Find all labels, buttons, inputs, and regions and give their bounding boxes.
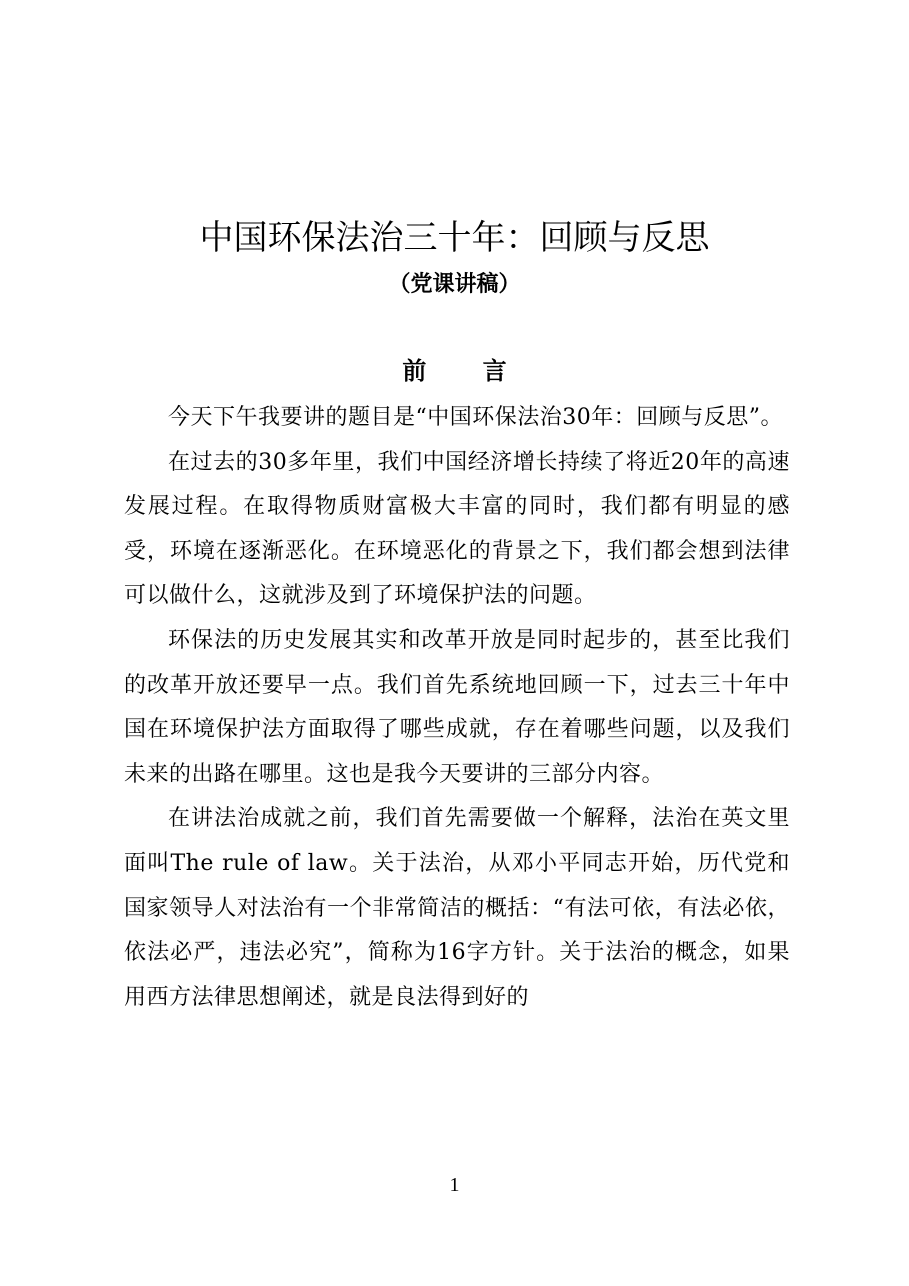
paragraph: 在过去的30多年里，我们中国经济增长持续了将近20年的高速发展过程。在取得物质财富极大丰富的同时，我们都有明显的感受，环境在逐渐恶化。在环境恶化的背景之下，我们都会想到法律可以做什么，这就涉及到了环境保护法的问题。 — [124, 449, 790, 609]
paragraph: 在讲法治成就之前，我们首先需要做一个解释，法治在英文里面叫The rule of law。关于法治，从邓小平同志开始，历代党和国家领导人对法治有一个非常简洁的概括：“有法可依，有法必依，依法必严，违法必究”，简称为16字方针。关于法治的概念，如果用西方法律思想阐述，就是良法得到好的 — [124, 806, 790, 1010]
document-subtitle: （党课讲稿） — [388, 272, 521, 297]
page-number: 1 — [449, 1174, 460, 1196]
section-heading: 前 言 — [402, 357, 531, 385]
body-text — [124, 396, 790, 1020]
paragraph: 今天下午我要讲的题目是“中国环保法治30年：回顾与反思”。 — [168, 405, 783, 430]
document-title: 中国环保法治三十年：回顾与反思 — [199, 218, 710, 258]
paragraph: 环保法的历史发展其实和改革开放是同时起步的，甚至比我们的改革开放还要早一点。我们首先系统地回顾一下，过去三十年中国在环境保护法方面取得了哪些成就，存在着哪些问题，以及我们未来的出路在哪里。这也是我今天要讲的三部分内容。 — [124, 627, 790, 787]
